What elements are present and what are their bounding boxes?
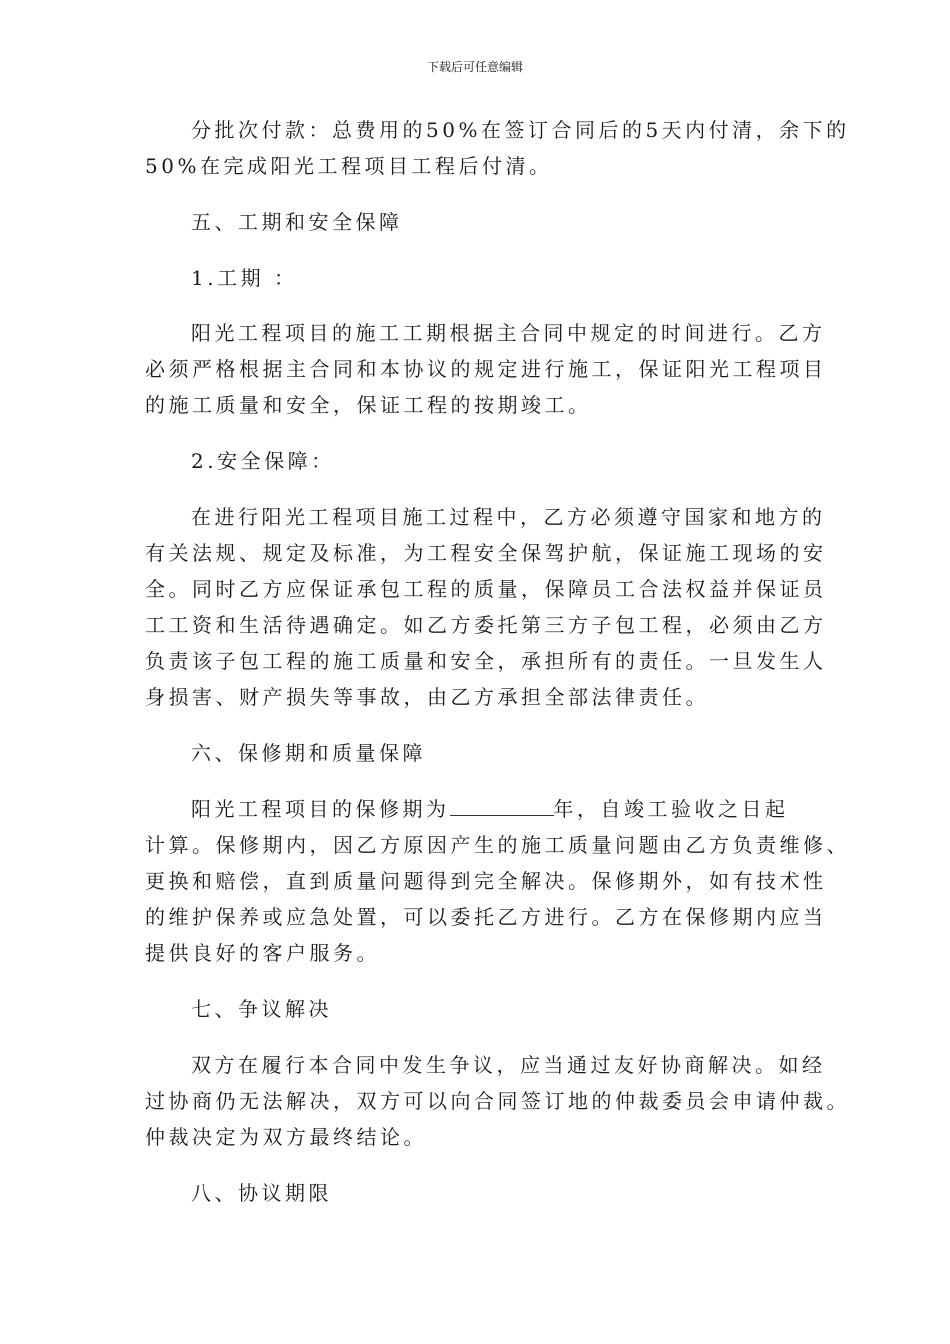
item-2-line-1: 在进行阳光工程项目施工过程中，乙方必须遵守国家和地方的 [191, 505, 826, 529]
warranty-years-blank[interactable] [450, 795, 554, 816]
section-6-line-5: 提供良好的客户服务。 [145, 941, 380, 965]
item-1-line-3: 的施工质量和安全，保证工程的按期竣工。 [145, 393, 592, 417]
item-2-heading: 2.安全保障： [191, 449, 335, 473]
section-6-line-3: 更换和赔偿，直到质量问题得到完全解决。保修期外，如有技术性 [145, 869, 827, 893]
payment-paragraph-line-2: 50%在完成阳光工程项目工程后付清。 [145, 154, 553, 178]
section-8-heading: 八、协议期限 [191, 1181, 332, 1205]
section-6-line-1 [191, 791, 789, 827]
section-7-heading: 七、争议解决 [191, 997, 332, 1021]
page-header: 下载后可任意编辑 [426, 60, 523, 74]
warranty-text-before: 阳光工程项目的保修期为 [191, 797, 450, 821]
section-7-line-3: 仲裁决定为双方最终结论。 [145, 1125, 427, 1149]
section-7-line-1: 双方在履行本合同中发生争议，应当通过友好协商解决。如经 [191, 1053, 826, 1077]
item-2-line-4: 工工资和生活待遇确定。如乙方委托第三方子包工程，必须由乙方 [145, 613, 827, 637]
item-2-line-6: 身损害、财产损失等事故，由乙方承担全部法律责任。 [145, 685, 709, 709]
section-6-line-2: 计算。保修期内，因乙方原因产生的施工质量问题由乙方负责维修、 [145, 833, 850, 857]
section-6-heading: 六、保修期和质量保障 [191, 741, 426, 765]
section-7-line-2: 过协商仍无法解决，双方可以向合同签订地的仲裁委员会申请仲裁。 [145, 1089, 850, 1113]
payment-paragraph-line-1: 分批次付款：总费用的50%在签订合同后的5天内付清，余下的 [191, 118, 850, 142]
section-5-heading: 五、工期和安全保障 [191, 210, 403, 234]
warranty-text-after: 年，自竣工验收之日起 [553, 797, 789, 821]
item-2-line-2: 有关法规、规定及标准，为工程安全保驾护航，保证施工现场的安 [145, 541, 827, 565]
item-1-line-1: 阳光工程项目的施工工期根据主合同中规定的时间进行。乙方 [191, 321, 826, 345]
item-2-line-3: 全。同时乙方应保证承包工程的质量，保障员工合法权益并保证员 [145, 577, 827, 601]
item-1-heading: 1.工期 ： [191, 266, 298, 290]
item-2-line-5: 负责该子包工程的施工质量和安全，承担所有的责任。一旦发生人 [145, 649, 827, 673]
item-1-line-2: 必须严格根据主合同和本协议的规定进行施工，保证阳光工程项目 [145, 357, 827, 381]
section-6-line-4: 的维护保养或应急处置，可以委托乙方进行。乙方在保修期内应当 [145, 905, 827, 929]
